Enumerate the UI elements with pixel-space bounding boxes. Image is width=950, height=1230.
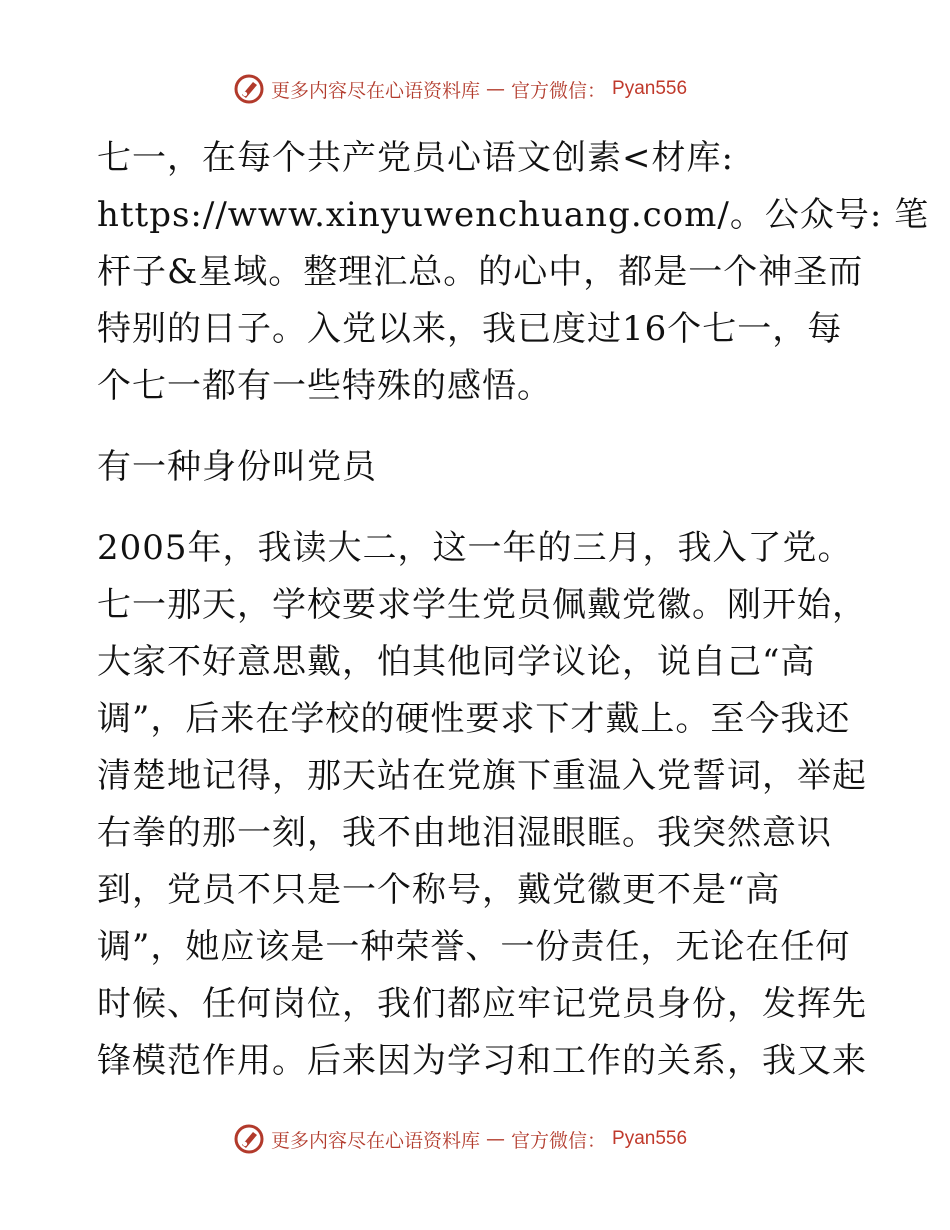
paragraph-spacer [97, 496, 857, 520]
paragraph-spacer [97, 415, 857, 439]
paragraph [97, 130, 930, 415]
text-line: 锋模范作用。后来因为学习和工作的关系，我又来 [97, 1041, 867, 1081]
document-body [97, 130, 930, 1090]
watermark-handle: Pyan556 [612, 78, 688, 99]
text-line: 清楚地记得，那天站在党旗下重温入党誓词，举起 [97, 756, 867, 796]
header-watermark [233, 74, 687, 104]
text-line: 七一那天，学校要求学生党员佩戴党徽。刚开始， [97, 585, 867, 625]
seal-logo-icon [233, 73, 265, 105]
text-line: 个七一都有一些特殊的感悟。 [97, 366, 552, 406]
text-line: 特别的日子。入党以来，我已度过16个七一，每 [97, 309, 843, 349]
watermark-label: 官方微信： [511, 1129, 607, 1152]
watermark-handle: Pyan556 [612, 1128, 688, 1149]
text-line: 调”，她应该是一种荣誉、一份责任，无论在任何 [97, 927, 851, 967]
watermark-separator: — [486, 78, 506, 100]
text-line: 右拳的那一刻，我不由地泪湿眼眶。我突然意识 [97, 813, 832, 853]
watermark-separator: — [486, 1128, 506, 1150]
paragraph [97, 520, 867, 1090]
footer-watermark [233, 1124, 687, 1154]
text-line: 时候、任何岗位，我们都应牢记党员身份，发挥先 [97, 984, 867, 1024]
section-heading [97, 439, 857, 496]
watermark-label: 官方微信： [511, 79, 607, 102]
text-line: 大家不好意思戴，怕其他同学议论，说自己“高 [97, 642, 816, 682]
text-line: 杆子&星域。整理汇总。的心中，都是一个神圣而 [97, 252, 864, 292]
text-line: 到，党员不只是一个称号，戴党徽更不是“高 [97, 870, 781, 910]
watermark-text: 更多内容尽在心语资料库 [271, 79, 481, 102]
text-line: 调”，后来在学校的硬性要求下才戴上。至今我还 [97, 699, 851, 739]
text-line: 2005年，我读大二，这一年的三月，我入了党。 [97, 528, 853, 568]
seal-logo-icon [233, 1123, 265, 1155]
text-line: 七一，在每个共产党员心语文创素<材库: [97, 138, 734, 178]
watermark-text: 更多内容尽在心语资料库 [271, 1129, 481, 1152]
text-line: 有一种身份叫党员 [97, 447, 377, 487]
text-line: https://www.xinyuwenchuang.com/。公众号: 笔 [97, 195, 930, 235]
